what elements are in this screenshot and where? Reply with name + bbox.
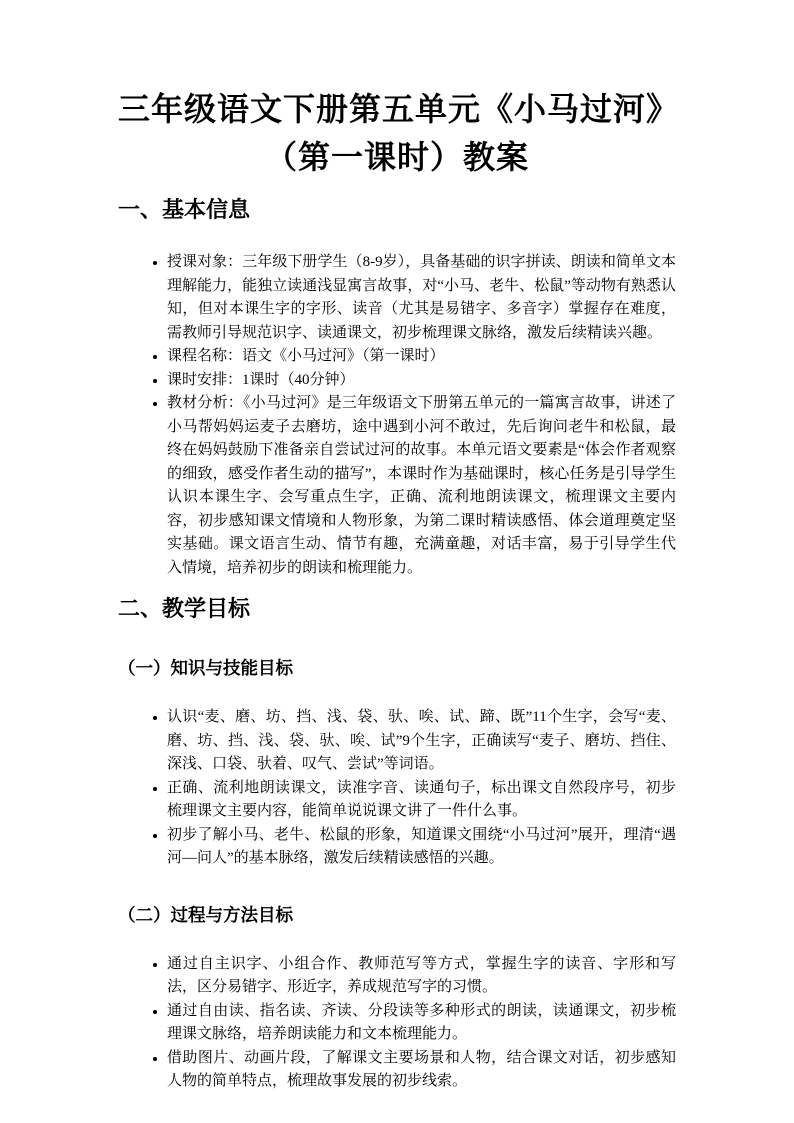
section-heading-basic-info: 一、基本信息 xyxy=(118,197,251,222)
document-title xyxy=(118,85,680,181)
process-methods-list xyxy=(118,953,676,1094)
subsection-heading-knowledge-skills: （一）知识与技能目标 xyxy=(118,658,293,678)
list-item-schedule: • 课时安排：1课时（40分钟） xyxy=(167,369,676,393)
list-item-course-name: • 课程名称：语文《小马过河》（第一课时） xyxy=(167,345,676,369)
list-item-reading: • 正确、流利地朗读课文，读准字音、读通句子，标出课文自然段序号，初步梳理课文主要内容，能简单说说课文讲了一件什么事。 xyxy=(167,777,676,824)
list-item-literacy-methods: • 通过自主识字、小组合作、教师范写等方式，掌握生字的读音、字形和写法，区分易错字、形近字，养成规范写字的习惯。 xyxy=(167,953,676,1000)
document-title-line-2: （第一课时）教案 xyxy=(264,139,529,175)
list-item-story-outline: • 初步了解小马、老牛、松鼠的形象，知道课文围绕“小马过河”展开，理清“遇河—问人”的基本脉络，激发后续精读感悟的兴趣。 xyxy=(167,824,676,871)
subsection-heading-process-methods: （二）过程与方法目标 xyxy=(118,904,293,925)
knowledge-skills-list xyxy=(118,706,676,871)
list-item-media-support: • 借助图片、动画片段，了解课文主要场景和人物，结合课文对话，初步感知人物的简单特点，梳理故事发展的初步线索。 xyxy=(167,1047,676,1094)
list-item-audience: • 授课对象：三年级下册学生（8-9岁），具备基础的识字拼读、朗读和简单文本理解能力，能独立读通浅显寓言故事，对“小马、老牛、松鼠”等动物有熟悉认知，但对本课生字的字形、读音（尤其是易错字、多音字）掌握存在难度，需教师引导规范识字、读通课文，初步梳理课文脉络，激发后续精读兴趣。 xyxy=(167,251,676,345)
document-title-line-1: 三年级语文下册第五单元《小马过河》 xyxy=(118,91,680,127)
list-item-characters: • 认识“麦、磨、坊、挡、浅、袋、驮、唉、试、蹄、既”11个生字，会写“麦、磨、坊、挡、浅、袋、驮、唉、试”9个生字，正确读写“麦子、磨坊、挡住、深浅、口袋、驮着、叹气、尝试”等词语。 xyxy=(167,706,676,777)
list-item-reading-forms: • 通过自由读、指名读、齐读、分段读等多种形式的朗读，读通课文，初步梳理课文脉络，培养朗读能力和文本梳理能力。 xyxy=(167,1000,676,1047)
basic-info-list xyxy=(118,251,676,580)
section-heading-teaching-goals: 二、教学目标 xyxy=(118,596,251,621)
list-item-material-analysis: • 教材分析：《小马过河》是三年级语文下册第五单元的一篇寓言故事，讲述了小马帮妈妈运麦子去磨坊，途中遇到小河不敢过，先后询问老牛和松鼠，最终在妈妈鼓励下准备亲自尝试过河的故事。本单元语文要素是“体会作者观察的细致，感受作者生动的描写”，本课时作为基础课时，核心任务是引导学生认识本课生字、会写重点生字，正确、流利地朗读课文，梳理课文主要内容，初步感知课文情境和人物形象，为第二课时精读感悟、体会道理奠定坚实基础。课文语言生动、情节有趣，充满童趣，对话丰富，易于引导学生代入情境，培养初步的朗读和梳理能力。 xyxy=(167,392,676,580)
